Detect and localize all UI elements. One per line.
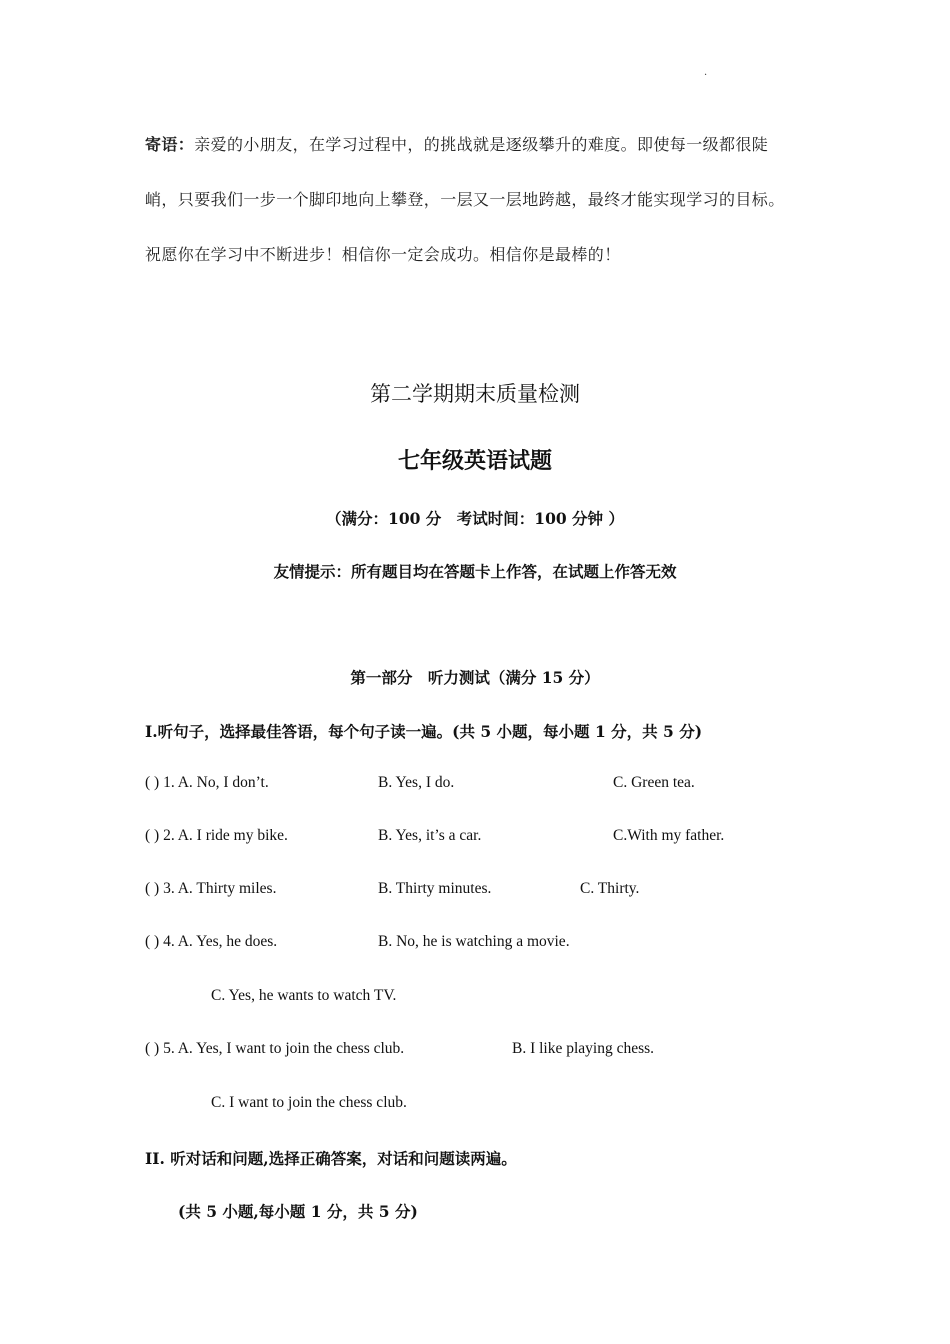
q2-option-b: B. Yes, it’s a car. bbox=[378, 827, 482, 844]
intro-label: 寄语： bbox=[145, 135, 195, 154]
part1-title: 第一部分 听力测试（满分 15 分） bbox=[350, 668, 600, 687]
q3-option-c: C. Thirty. bbox=[580, 880, 640, 897]
q4-num-a: ( ) 4. A. Yes, he does. bbox=[145, 933, 278, 950]
q1-num-a: ( ) 1. A. No, I don’t. bbox=[145, 774, 269, 791]
q4-option-b: B. No, he is watching a movie. bbox=[378, 933, 570, 950]
exam-title: 第二学期期末质量检测 bbox=[370, 382, 580, 406]
intro-line-2: 峭，只要我们一步一个脚印地向上攀登，一层又一层地跨越，最终才能实现学习的目标。 bbox=[145, 190, 785, 209]
section1-title: I.听句子，选择最佳答语，每个句子读一遍。(共 5 小题，每小题 1 分，共 5 分) bbox=[145, 722, 703, 741]
section2-subtitle: (共 5 小题,每小题 1 分，共 5 分) bbox=[178, 1202, 418, 1221]
q2-option-c: C.With my father. bbox=[613, 827, 725, 844]
section2-title: II. 听对话和问题,选择正确答案，对话和问题读两遍。 bbox=[145, 1149, 517, 1168]
page-dot: · bbox=[704, 70, 708, 81]
exam-subject-title: 七年级英语试题 bbox=[397, 448, 552, 474]
score-time: （满分：100 分 考试时间：100 分钟 ） bbox=[326, 509, 624, 528]
intro-line-3: 祝愿你在学习中不断进步！相信你一定会成功。相信你是最棒的！ bbox=[145, 245, 621, 264]
intro-line-1 bbox=[145, 132, 768, 155]
q4-option-c: C. Yes, he wants to watch TV. bbox=[211, 987, 397, 1004]
q2-num-a: ( ) 2. A. I ride my bike. bbox=[145, 827, 288, 844]
q1-option-c: C. Green tea. bbox=[613, 774, 695, 791]
q5-num-a: ( ) 5. A. Yes, I want to join the chess club. bbox=[145, 1040, 405, 1057]
q3-num-a: ( ) 3. A. Thirty miles. bbox=[145, 880, 277, 897]
intro-text-1: 亲爱的小朋友，在学习过程中，的挑战就是逐级攀升的难度。即使每一级都很陡 bbox=[194, 135, 769, 154]
q3-option-b: B. Thirty minutes. bbox=[378, 880, 492, 897]
q5-option-b: B. I like playing chess. bbox=[512, 1040, 655, 1057]
q1-option-b: B. Yes, I do. bbox=[378, 774, 455, 791]
friendly-tip: 友情提示：所有题目均在答题卡上作答，在试题上作答无效 bbox=[273, 562, 677, 581]
q5-option-c: C. I want to join the chess club. bbox=[211, 1094, 407, 1111]
